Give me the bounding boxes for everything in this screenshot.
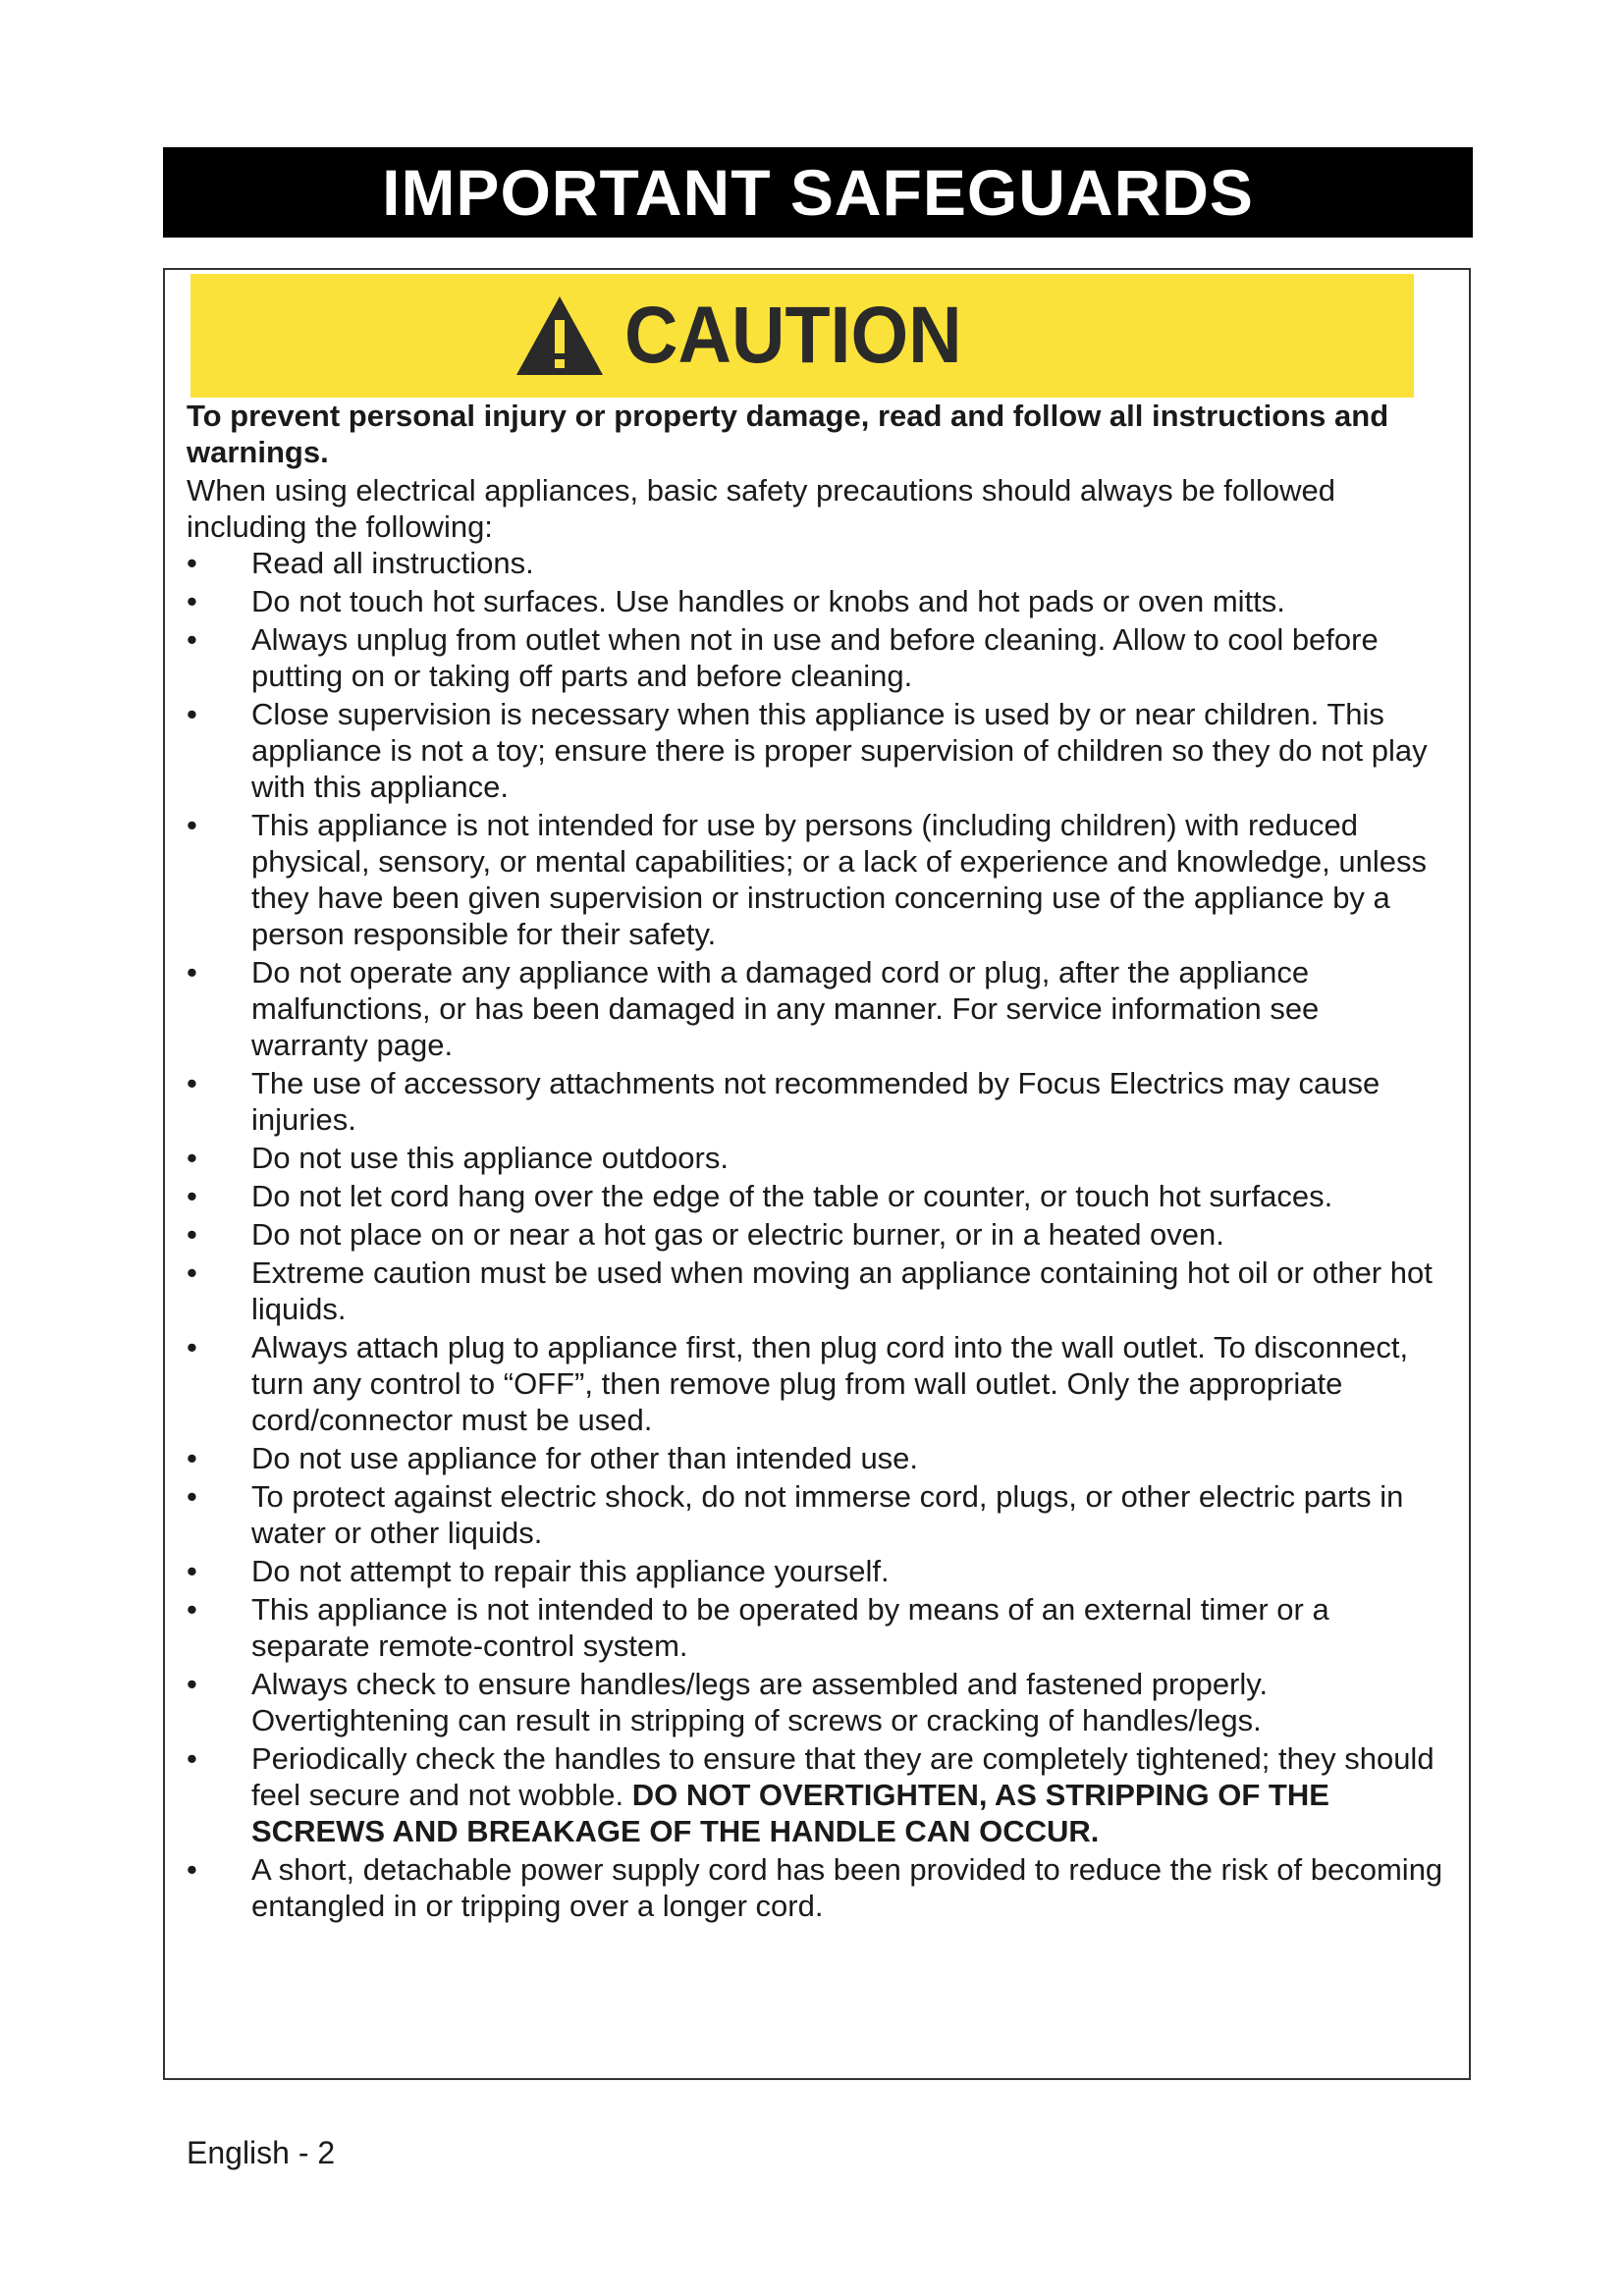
bullet-icon: • xyxy=(187,1441,197,1475)
list-item-emphasis: DO NOT OVERTIGHTEN, AS STRIPPING OF THE SCREWS AND BREAKAGE OF THE HANDLE CAN OCCUR. xyxy=(251,1778,1329,1848)
list-item-text: Do not let cord hang over the edge of the table or counter, or touch hot surfaces. xyxy=(251,1179,1333,1213)
list-item-text: Do not use this appliance outdoors. xyxy=(251,1141,729,1175)
bullet-icon: • xyxy=(187,1592,197,1627)
bullet-icon: • xyxy=(187,622,197,657)
bullet-icon: • xyxy=(187,1141,197,1175)
bullet-icon: • xyxy=(187,1066,197,1100)
list-item xyxy=(187,1478,1453,1551)
bullet-icon: • xyxy=(187,697,197,731)
bullet-icon: • xyxy=(187,1741,197,1776)
list-item-text: Always attach plug to appliance first, then plug cord into the wall outlet. To disconnect, turn any control to “OFF”, then remove plug from wall outlet. Only the appropriate cord/connector must be used. xyxy=(251,1330,1409,1437)
list-item xyxy=(187,583,1453,619)
intro-paragraph: When using electrical appliances, basic safety precautions should always be followed including the following: xyxy=(187,473,1336,544)
list-item-text: Periodically check the handles to ensure that they are completely tightened; they should feel secure and not wobble. xyxy=(251,1741,1435,1812)
list-item-text: Close supervision is necessary when this appliance is used by or near children. This appliance is not a toy; ensure there is proper supervision of children so they do not play with this appliance. xyxy=(251,697,1428,804)
bullet-icon: • xyxy=(187,546,197,580)
title-bar xyxy=(163,147,1473,238)
list-item xyxy=(187,1851,1453,1924)
list-item xyxy=(187,621,1453,694)
list-item xyxy=(187,954,1453,1063)
list-item xyxy=(187,807,1453,952)
bullet-icon: • xyxy=(187,584,197,618)
list-item-text: This appliance is not intended to be operated by means of an external timer or a separate remote-control system. xyxy=(251,1592,1329,1663)
list-item xyxy=(187,1666,1453,1738)
list-item-text: This appliance is not intended for use by persons (including children) with reduced physical, sensory, or mental capabilities; or a lack of experience and knowledge, unless they have been given supervision or instruction concerning use of the appliance by a person responsible for their safety. xyxy=(251,808,1428,951)
bullet-icon: • xyxy=(187,1667,197,1701)
bullet-icon: • xyxy=(187,1330,197,1364)
list-item-text: Do not attempt to repair this appliance yourself. xyxy=(251,1554,890,1588)
bullet-icon: • xyxy=(187,1852,197,1887)
list-item-text: Always unplug from outlet when not in use and before cleaning. Allow to cool before putting on or taking off parts and before cleaning. xyxy=(251,622,1379,693)
list-item-text: To protect against electric shock, do not immerse cord, plugs, or other electric parts in water or other liquids. xyxy=(251,1479,1404,1550)
list-item-text: Always check to ensure handles/legs are assembled and fastened properly. Overtightening can result in stripping of screws or cracking of handles/legs. xyxy=(251,1667,1269,1737)
list-item xyxy=(187,1591,1453,1664)
list-item-text: Do not place on or near a hot gas or electric burner, or in a heated oven. xyxy=(251,1217,1224,1252)
page-footer: English - 2 xyxy=(187,2135,336,2170)
lead-warning: To prevent personal injury or property damage, read and follow all instructions and warnings. xyxy=(187,399,1389,469)
bullet-icon: • xyxy=(187,955,197,989)
list-item xyxy=(187,1255,1453,1327)
list-item xyxy=(187,1140,1453,1176)
list-item xyxy=(187,1740,1453,1849)
bullet-icon: • xyxy=(187,1479,197,1514)
list-item xyxy=(187,696,1453,805)
bullet-icon: • xyxy=(187,1217,197,1252)
bullet-icon: • xyxy=(187,1255,197,1290)
page-title: IMPORTANT SAFEGUARDS xyxy=(382,156,1254,229)
list-item-text: Do not touch hot surfaces. Use handles or knobs and hot pads or oven mitts. xyxy=(251,584,1285,618)
bullet-icon: • xyxy=(187,1554,197,1588)
instructions-text xyxy=(187,398,1453,1926)
caution-inner xyxy=(514,290,992,382)
list-item-text: The use of accessory attachments not recommended by Focus Electrics may cause injuries. xyxy=(251,1066,1380,1137)
caution-label: CAUTION xyxy=(624,291,962,380)
list-item xyxy=(187,1329,1453,1438)
list-item xyxy=(187,1178,1453,1214)
list-item xyxy=(187,1440,1453,1476)
bullet-icon: • xyxy=(187,1179,197,1213)
list-item-text: Do not use appliance for other than intended use. xyxy=(251,1441,919,1475)
list-item-text: Read all instructions. xyxy=(251,546,534,580)
warning-triangle-icon xyxy=(514,294,605,377)
list-item xyxy=(187,545,1453,581)
list-item xyxy=(187,1216,1453,1253)
precautions-list xyxy=(187,545,1453,1924)
caution-banner xyxy=(190,274,1414,398)
safeguards-box xyxy=(163,268,1471,2080)
list-item xyxy=(187,1065,1453,1138)
list-item-text: Extreme caution must be used when moving an appliance containing hot oil or other hot liquids. xyxy=(251,1255,1433,1326)
list-item-text: A short, detachable power supply cord has been provided to reduce the risk of becoming entangled in or tripping over a longer cord. xyxy=(251,1852,1443,1923)
list-item xyxy=(187,1553,1453,1589)
bullet-icon: • xyxy=(187,808,197,842)
list-item-text: Do not operate any appliance with a damaged cord or plug, after the appliance malfunctions, or has been damaged in any manner. For service information see warranty page. xyxy=(251,955,1320,1062)
